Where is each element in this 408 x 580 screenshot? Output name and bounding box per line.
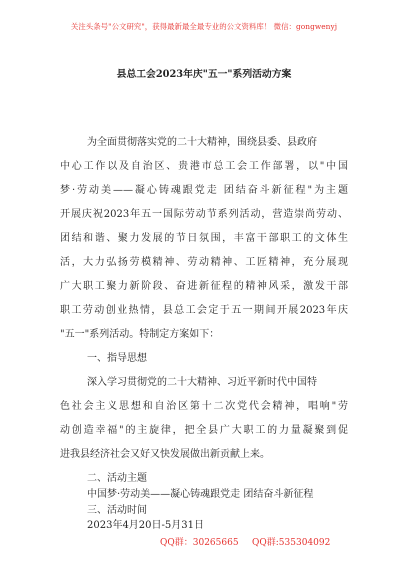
intro-line: 为全面贯彻落实党的二十大精神，围绕县委、县政府 (87, 137, 317, 148)
section-line: 中国梦·劳动美——凝心铸魂跟党走 团结奋斗新征程 (87, 489, 314, 500)
intro-line: 开展庆祝2023年五一国际劳动节系列活动，营造崇尚劳动、 (60, 209, 348, 220)
section-line: 动创造幸福"的主旋律，把全县广大职工的力量凝聚到促 (60, 425, 348, 436)
section-heading: 二、活动主题 (87, 473, 147, 484)
section-heading: 三、活动时间 (87, 505, 147, 516)
section-line: 深入学习贯彻党的二十大精神、习近平新时代中国特 (87, 377, 317, 388)
intro-line: 团结和谐、聚力发展的节日氛围，丰富干部职工的文体生 (60, 233, 348, 244)
intro-line: 职工劳动创业热情，县总工会定于五一期间开展2023年庆 (60, 305, 348, 316)
intro-line: 中心工作以及自治区、贵港市总工会工作部署，以"中国 (60, 161, 348, 172)
footer-qq-group-1: QQ群：30265665 (160, 538, 239, 548)
section-line: 进我县经济社会又好又快发展做出新贡献上来。 (60, 449, 270, 460)
document-title: 县总工会2023年庆"五一"系列活动方案 (116, 69, 292, 80)
intro-line: "五一"系列活动。特制定方案如下： (60, 329, 220, 340)
section-heading: 一、指导思想 (87, 353, 147, 364)
footer-qq-group-2: QQ群:535304092 (252, 538, 331, 548)
header-promo: 关注头条号"公文研究"，获得最新最全最专业的公文资料库！ 微信：gongwenyj (70, 22, 338, 31)
intro-line: 梦·劳动美——凝心铸魂跟党走 团结奋斗新征程"为主题 (60, 185, 348, 196)
section-line: 色社会主义思想和自治区第十二次党代会精神，唱响"劳 (60, 401, 348, 412)
intro-line: 活，大力弘扬劳模精神、劳动精神、工匠精神，充分展现 (60, 257, 348, 268)
section-line: 2023年4月20日-5月31日 (87, 520, 205, 531)
intro-line: 广大职工聚力新阶段、奋进新征程的精神风采，激发干部 (60, 281, 348, 292)
